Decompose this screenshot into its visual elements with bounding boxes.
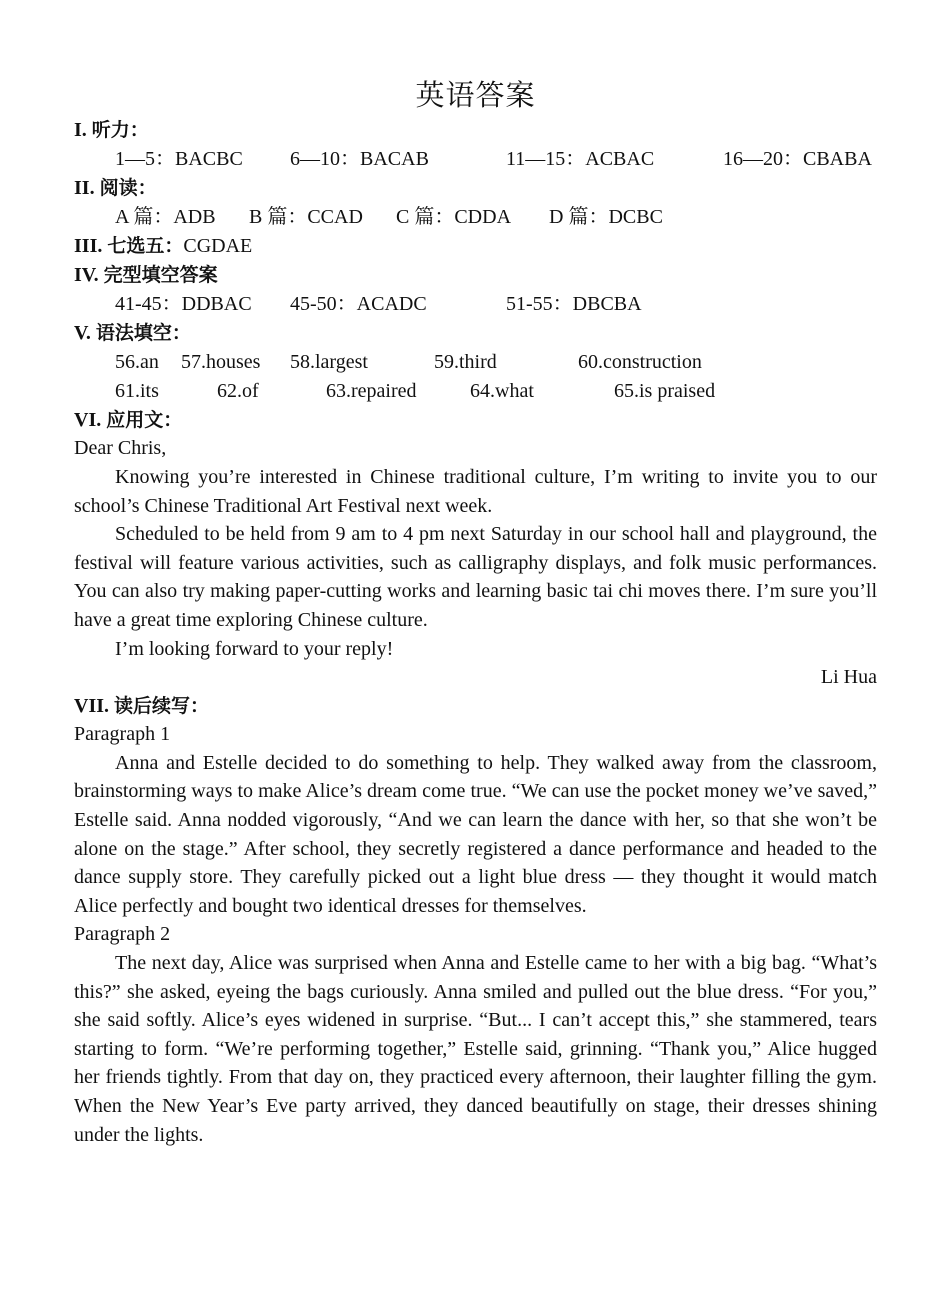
- continuation-heading: [74, 692, 877, 721]
- seven-choose-five-heading-label: 七选五：: [107, 235, 184, 258]
- reading-answers-row: [74, 203, 877, 233]
- grammar-answer: 58.largest: [290, 350, 368, 373]
- grammar-answer: 57.houses: [181, 350, 261, 373]
- continuation-heading-number: VII.: [74, 694, 110, 717]
- listening-answers-row: [74, 145, 877, 175]
- grammar-answer: 62.of: [217, 379, 259, 402]
- listening-heading-number: I.: [74, 119, 87, 141]
- reading-answer: D 篇：DCBC: [549, 205, 663, 228]
- continuation-heading-label: 读后续写：: [114, 694, 210, 717]
- grammar-answer: 59.third: [434, 350, 497, 373]
- reading-answer: A 篇：ADB: [115, 205, 216, 228]
- listening-answer: 6—10：BACAB: [290, 147, 429, 170]
- grammar-answers-row-1: [74, 348, 877, 377]
- letter-signature: Li Hua: [820, 666, 877, 689]
- listening-answer: 16—20：CBABA: [723, 147, 872, 170]
- grammar-answer: 60.construction: [578, 350, 702, 373]
- cloze-answers-row: [74, 290, 877, 320]
- listening-heading-label: 听力：: [91, 119, 149, 141]
- cloze-answer: 41-45：DDBAC: [115, 292, 252, 315]
- paragraph-2-text: The next day, Alice was surprised when Anna and Estelle came to her with a big bag. “What’s this?” she asked, eyeing the bags curiously. Anna smiled and pulled out the blue dress. “For you,” she said softly. Alice’s eyes widened in surprise. “But... I can’t accept this,” she stammered, tears starting to form. “We’re performing together,” Estelle said, grinning. “Thank you,” Alice hugged her friends tightly. From that day on, they practiced every afternoon, their laughter filling the gym. When the New Year’s Eve party arrived, they danced beautifully on stage, their dresses shining under the lights.: [74, 952, 877, 1146]
- reading-heading-label: 阅读：: [99, 177, 157, 200]
- grammar-answer: 63.repaired: [326, 379, 417, 402]
- writing-heading-label: 应用文：: [106, 408, 183, 431]
- grammar-heading-number: V.: [74, 322, 91, 345]
- cloze-heading-label: 完型填空答案: [103, 263, 218, 286]
- page-title: 英语答案: [415, 78, 536, 112]
- reading-answer: C 篇：CDDA: [396, 205, 512, 228]
- seven-choose-five-answer: CGDAE: [183, 235, 253, 258]
- paragraph-2-label: Paragraph 2: [74, 923, 171, 946]
- writing-heading-number: VI.: [74, 408, 102, 431]
- answer-document: [74, 74, 877, 1149]
- grammar-heading: [74, 319, 877, 348]
- listening-answer: 1—5：BACBC: [115, 147, 243, 170]
- cloze-heading-number: IV.: [74, 263, 99, 286]
- reading-heading-number: II.: [74, 177, 95, 200]
- grammar-heading-label: 语法填空：: [95, 322, 191, 345]
- paragraph-1-label: Paragraph 1: [74, 723, 171, 746]
- cloze-answer: 45-50：ACADC: [290, 292, 427, 315]
- grammar-answer: 56.an: [115, 350, 159, 373]
- grammar-answer: 64.what: [470, 379, 534, 402]
- letter-paragraph: Knowing you’re interested in Chinese traditional culture, I’m writing to invite you to our school’s Chinese Traditional Art Festival next week.: [74, 465, 877, 517]
- paragraph-1-text: Anna and Estelle decided to do something to help. They walked away from the classroom, brainstorming ways to make Alice’s dream come true. “We can use the pocket money we’ve saved,” Estelle said. Anna nodded vigorously, “And we can learn the dance with her, so that she won’t be alone on the stage.” After school, they secretly registered a dance performance and headed to the dance supply store. They carefully picked out a light blue dress — they thought it would match Alice perfectly and bought two identical dresses for themselves.: [74, 751, 877, 917]
- grammar-answer: 61.its: [115, 379, 159, 402]
- grammar-answer: 65.is praised: [614, 379, 716, 402]
- letter-paragraph: I’m looking forward to your reply!: [115, 637, 394, 660]
- listening-answer: 11—15：ACBAC: [506, 147, 655, 170]
- reading-answer: B 篇：CCAD: [249, 205, 363, 228]
- letter-greeting: Dear Chris,: [74, 437, 167, 460]
- writing-heading: [74, 406, 877, 435]
- letter-paragraph: Scheduled to be held from 9 am to 4 pm next Saturday in our school hall and playground, the festival will feature various activities, such as calligraphy displays, and folk music performances. You can also try making paper-cutting works and learning basic tai chi moves there. I’m sure you’ll have a great time exploring Chinese culture.: [74, 523, 877, 631]
- reading-heading: [74, 174, 877, 203]
- listening-heading: [74, 116, 877, 145]
- seven-choose-five-heading-number: III.: [74, 235, 103, 258]
- grammar-answers-row-2: [74, 377, 877, 406]
- seven-choose-five-line: [74, 232, 877, 261]
- cloze-heading: [74, 261, 877, 290]
- cloze-answer: 51-55：DBCBA: [506, 292, 642, 315]
